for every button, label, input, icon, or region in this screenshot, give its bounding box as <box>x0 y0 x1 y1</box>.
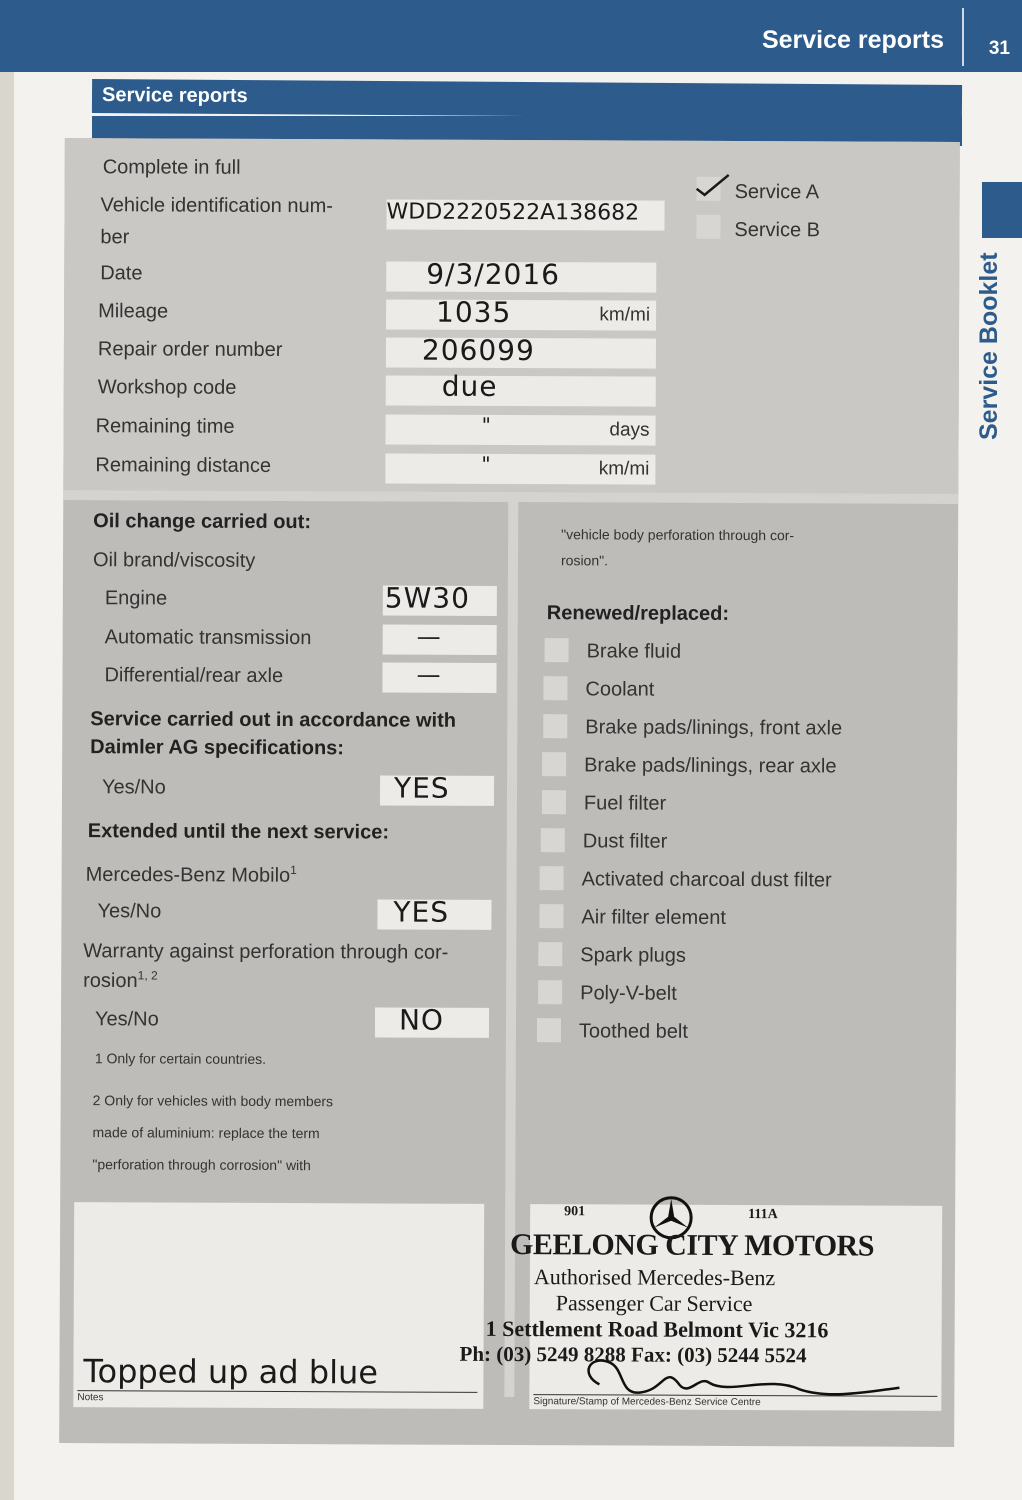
right-note-line-2: rosion". <box>560 552 609 569</box>
differential-field[interactable] <box>382 662 496 692</box>
mobilo-footnote-ref: 1 <box>290 863 297 878</box>
remaining-time-unit: days <box>609 419 650 441</box>
side-tab-label: Service Booklet <box>975 252 1003 440</box>
renewed-heading: Renewed/replaced: <box>546 602 730 625</box>
signature-label: Signature/Stamp of Mercedes-Benz Service Centre <box>533 1396 761 1409</box>
renewed-checkbox[interactable] <box>539 904 563 928</box>
engine-oil-value: 5W30 <box>384 581 471 615</box>
engine-label: Engine <box>104 587 168 610</box>
renewed-checkbox[interactable] <box>540 866 564 890</box>
daimler-yes-no-value: YES <box>393 771 450 805</box>
renewed-item-label: Coolant <box>585 678 655 701</box>
stamp-code-right: 111A <box>748 1207 778 1223</box>
warranty-label-cont-text: rosion <box>83 969 138 993</box>
header-divider <box>962 8 964 66</box>
service-b-label: Service B <box>734 218 821 242</box>
repair-order-label: Repair order number <box>97 338 283 362</box>
warranty-label-cont <box>83 968 158 993</box>
service-report-form <box>59 138 960 1447</box>
notes-box <box>73 1202 484 1409</box>
vin-label: Vehicle identification num- <box>100 194 333 218</box>
renewed-item-label: Toothed belt <box>578 1020 688 1043</box>
repair-order-value: 206099 <box>421 333 535 368</box>
renewed-item-label: Poly-V-belt <box>580 982 677 1005</box>
warranty-yes-no-field[interactable] <box>375 1003 489 1037</box>
oil-brand-label: Oil brand/viscosity <box>92 549 256 572</box>
daimler-heading: Service carried out in accordance with <box>90 708 457 732</box>
remaining-distance-label: Remaining distance <box>95 454 272 477</box>
workshop-code-label: Workshop code <box>97 376 237 399</box>
renewed-checkbox[interactable] <box>543 714 567 738</box>
mobilo-yes-no-value: YES <box>393 895 450 929</box>
vin-field[interactable] <box>386 199 664 230</box>
yes-no-label-2: Yes/No <box>97 900 162 923</box>
renewed-item-label: Spark plugs <box>580 944 686 967</box>
footnote-1: 1 Only for certain countries. <box>94 1050 267 1067</box>
remaining-time-label: Remaining time <box>95 415 235 438</box>
service-a-checkbox[interactable] <box>697 177 721 201</box>
remaining-time-value: " <box>481 412 492 437</box>
renewed-item-label: Fuel filter <box>583 792 667 815</box>
remaining-distance-field[interactable] <box>385 453 655 484</box>
vin-label-cont: ber <box>100 226 130 249</box>
automatic-transmission-label: Automatic transmission <box>104 626 312 650</box>
renewed-checkbox[interactable] <box>538 942 562 966</box>
date-label: Date <box>100 262 143 285</box>
notes-handwritten: Topped up ad blue <box>83 1352 379 1392</box>
workshop-code-value: due <box>441 369 498 403</box>
vin-value: WDD2220522A138682 <box>386 199 640 226</box>
renewed-checkbox[interactable] <box>542 752 566 776</box>
renewed-checkbox[interactable] <box>542 790 566 814</box>
mobilo-yes-no-field[interactable] <box>377 895 491 929</box>
renewed-item-label: Activated charcoal dust filter <box>581 868 832 892</box>
mileage-field[interactable] <box>386 295 656 330</box>
mileage-unit: km/mi <box>599 304 651 326</box>
checkmark-icon <box>693 171 733 197</box>
remaining-distance-unit: km/mi <box>598 458 650 480</box>
mobilo-label-text: Mercedes-Benz Mobilo <box>85 863 291 887</box>
renewed-item-label: Brake pads/linings, rear axle <box>584 754 837 778</box>
renewed-checkbox[interactable] <box>543 676 567 700</box>
extended-heading: Extended until the next service: <box>87 820 390 844</box>
right-note-line-1: "vehicle body perforation through cor- <box>561 526 795 544</box>
dealer-name: GEELONG CITY MOTORS <box>509 1228 875 1263</box>
date-value: 9/3/2016 <box>426 257 561 292</box>
footnote-2: 2 Only for vehicles with body members <box>92 1092 334 1110</box>
yes-no-label-1: Yes/No <box>101 776 166 799</box>
renewed-item-label: Brake pads/linings, front axle <box>585 716 843 740</box>
renewed-item-label: Air filter element <box>581 906 727 929</box>
notes-label: Notes <box>77 1392 104 1404</box>
dealer-line-1: Authorised Mercedes-Benz <box>533 1264 776 1291</box>
remaining-distance-value: " <box>481 451 492 476</box>
renewed-checkbox[interactable] <box>537 1018 561 1042</box>
service-a-label: Service A <box>734 180 820 204</box>
section-band-title: Service reports <box>101 84 248 108</box>
daimler-heading-cont: Daimler AG specifications: <box>90 736 345 760</box>
remaining-time-field[interactable] <box>386 414 656 445</box>
differential-label: Differential/rear axle <box>104 664 284 688</box>
mileage-value: 1035 <box>436 295 512 330</box>
workshop-code-field[interactable] <box>386 369 656 406</box>
page-number: 31 <box>988 38 1010 59</box>
renewed-item-label: Dust filter <box>582 830 668 853</box>
section-band <box>92 79 962 119</box>
mileage-label: Mileage <box>98 300 169 323</box>
dealer-line-3: 1 Settlement Road Belmont Vic 3216 <box>485 1315 829 1343</box>
signature-stamp-box <box>459 1204 942 1411</box>
service-b-checkbox[interactable] <box>696 215 720 239</box>
footnote-2-cont-b: "perforation through corrosion" with <box>92 1156 311 1174</box>
page-header <box>0 0 1022 72</box>
repair-order-field[interactable] <box>386 333 656 368</box>
footnote-2-cont-a: made of aluminium: replace the term <box>92 1124 320 1142</box>
side-tab-marker <box>982 182 1022 238</box>
differential-value: — <box>416 660 442 689</box>
dealer-line-4: Ph: (03) 5249 8288 Fax: (03) 5244 5524 <box>459 1341 807 1368</box>
renewed-checkbox[interactable] <box>538 980 562 1004</box>
engine-oil-field[interactable] <box>383 581 497 615</box>
automatic-transmission-field[interactable] <box>383 624 497 654</box>
renewed-checkbox[interactable] <box>545 638 569 662</box>
mobilo-label <box>86 862 297 888</box>
automatic-transmission-value: — <box>416 622 442 651</box>
complete-in-full-label: Complete in full <box>102 156 241 179</box>
oil-change-heading: Oil change carried out: <box>93 510 312 534</box>
warranty-label: Warranty against perforation through cor- <box>83 940 449 964</box>
renewed-item-label: Brake fluid <box>586 640 682 663</box>
renewed-checkbox[interactable] <box>541 828 565 852</box>
date-field[interactable] <box>386 257 656 292</box>
dealer-line-2: Passenger Car Service <box>555 1290 753 1317</box>
daimler-yes-no-field[interactable] <box>380 771 494 805</box>
stamp-code-left: 901 <box>564 1204 586 1220</box>
warranty-yes-no-value: NO <box>398 1003 445 1037</box>
warranty-footnote-ref: 1, 2 <box>137 968 158 983</box>
yes-no-label-3: Yes/No <box>94 1008 159 1031</box>
header-title: Service reports <box>761 26 944 54</box>
